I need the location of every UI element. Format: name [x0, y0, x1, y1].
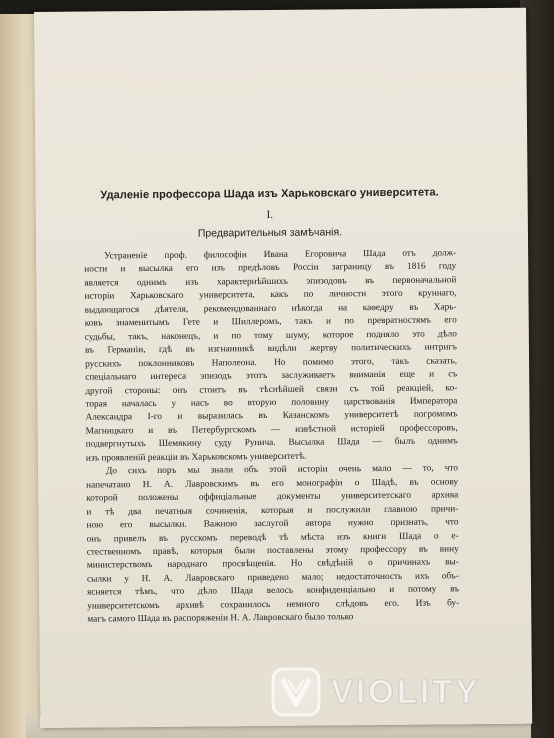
- document-page: [34, 8, 532, 728]
- text-line: министерствомъ народнаго просвѣщенія. Но свѣдѣній о причинахъ вы-: [86, 557, 459, 571]
- text-line: напечатано Н. А. Лавровскимъ въ его монографіи о Шадѣ, въ основу: [86, 477, 459, 491]
- text-line: въ Германіи, гдѣ въ изгнанникѣ видѣли жертву политическихъ интригъ: [84, 342, 457, 356]
- text-line: сылки у Н. А. Лавровскаго приведено мало; недостаточность ихъ объ-: [86, 571, 459, 585]
- watermark-text: VIOLITY: [331, 673, 481, 710]
- text-line: Магницкаго и въ Петербургскомъ — извѣстной исторіей профессоровъ,: [85, 423, 458, 437]
- text-line: другой стороны: онъ стоитъ въ тѣснѣйшей связи съ той реакціей, ко-: [85, 382, 458, 397]
- text-line: ною его высылки. Важною заслугой автора нужно признать, что: [86, 517, 459, 531]
- text-line: и тѣ два печатныя сочиненія, которыя и послужили главною причи-: [86, 503, 459, 518]
- text-line: спеціальнаго интереса эпизодъ этотъ заслуживаетъ вниманія еще и съ: [85, 369, 458, 383]
- text-line: ности и высылка его изъ предѣловъ Россіи заграницу въ 1816 году: [84, 261, 457, 276]
- paragraph: [84, 247, 458, 465]
- text-line: онъ привелъ въ русскомъ переводѣ тѣ мѣста изъ книги Шада о е-: [86, 530, 459, 545]
- document-title: Удаленіе профессора Шада изъ Харьковскаго университета.: [100, 186, 439, 202]
- text-line: Устраненіе проф. философіи Ивана Егоровича Шада отъ долж-: [104, 248, 457, 262]
- watermark: [270, 666, 532, 718]
- text-line: стественномъ правѣ, которыя были поставлены этому профессору въ вину: [86, 544, 459, 558]
- text-line: университетскомъ архивѣ сохранилось немного слѣдовъ его. Изъ бу-: [87, 598, 460, 612]
- body-text: [84, 247, 459, 627]
- section-subtitle: Предварительныя замѣчанія.: [197, 226, 343, 240]
- paragraph: [86, 463, 459, 628]
- text-line: подвергнутыхъ Шемякину суду Рунича. Высылка Шада — былъ однимъ: [85, 436, 458, 450]
- text-line: которой положены оффиціальные документы университетскаго архива: [86, 490, 459, 504]
- text-line: торая началась у насъ во вторую половину царствованія Императора: [85, 396, 458, 410]
- page-content: [84, 186, 460, 627]
- text-line: магъ самого Шада въ распоряженіи Н. А. Лавровскаго было только: [87, 612, 354, 625]
- text-line: исторіи Харьковскаго университета, какъ по личности этого круннаго,: [84, 288, 457, 302]
- text-line: является однимъ изъ характернѣйшихъ эпизодовъ въ первоначальной: [84, 275, 457, 289]
- text-line: судьбы, такъ, наконецъ, и по тому шуму, которое подняло это дѣло: [84, 329, 457, 343]
- text-line: ясняется тѣмъ, что дѣло Шада велось конфиденціально и потому въ: [87, 584, 460, 598]
- section-numeral: I.: [266, 208, 274, 221]
- text-line: ковъ знаменитымъ Гете и Шиллеромъ, такъ и по превратностямъ его: [84, 315, 457, 329]
- violity-logo-icon: [270, 666, 322, 718]
- text-line: изъ проявленій реакціи въ Харьковскомъ университетѣ.: [85, 451, 307, 464]
- text-line: выдающагося дѣятеля, рекомендованнаго нѣкогда на каѳедру въ Харь-: [84, 302, 457, 316]
- text-line: русскихъ поклонниковъ Наполеона. Но помимо этого, такъ сказать,: [85, 355, 458, 370]
- text-line: До сихъ поръ мы знали объ этой исторіи очень мало — то, что: [105, 463, 459, 477]
- text-line: Александра I-го и выразилась въ Казанскомъ университетѣ погромомъ: [85, 409, 458, 424]
